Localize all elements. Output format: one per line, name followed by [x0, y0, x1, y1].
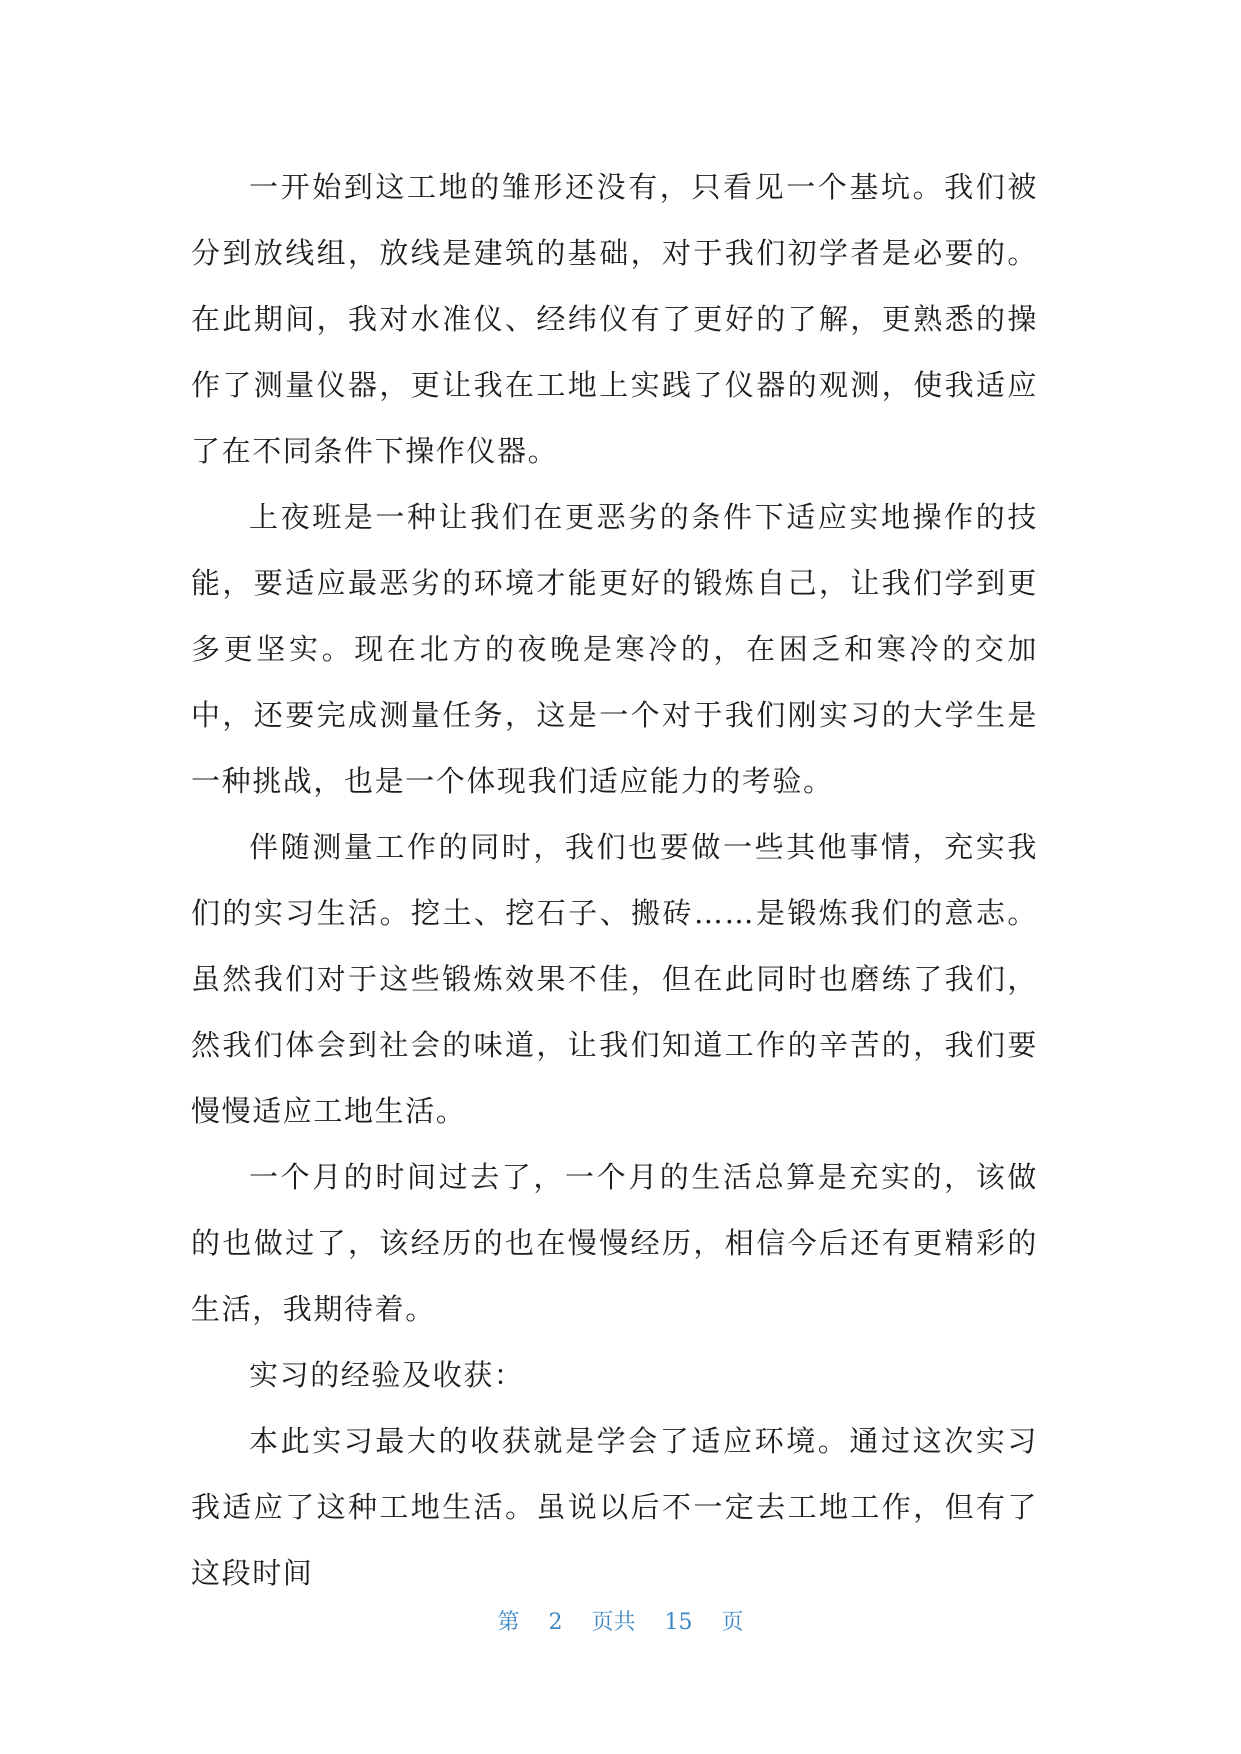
paragraph: 一个月的时间过去了，一个月的生活总算是充实的，该做的也做过了，该经历的也在慢慢经历，相信今后还有更精彩的生活，我期待着。: [191, 1160, 1038, 1326]
paragraph: 伴随测量工作的同时，我们也要做一些其他事情，充实我们的实习生活。挖土、挖石子、搬砖……是锻炼我们的意志。虽然我们对于这些锻炼效果不佳，但在此同时也磨练了我们，然我们体会到社会的味道，让我们知道工作的辛苦的，我们要慢慢适应工地生活。: [191, 830, 1038, 1128]
paragraph: 一开始到这工地的雏形还没有，只看见一个基坑。我们被分到放线组，放线是建筑的基础，对于我们初学者是必要的。在此期间，我对水准仪、经纬仪有了更好的了解，更熟悉的操作了测量仪器，更让我在工地上实践了仪器的观测，使我适应了在不同条件下操作仪器。: [191, 170, 1038, 468]
page-label-prefix: 第: [497, 1610, 520, 1635]
page-footer: [0, 1605, 1241, 1636]
document-body: [191, 154, 1038, 1606]
paragraph: 本此实习最大的收获就是学会了适应环境。通过这次实习我适应了这种工地生活。虽说以后不一定去工地工作，但有了这段时间: [191, 1424, 1038, 1590]
page-label-mid: 页共: [591, 1610, 636, 1635]
paragraph: 上夜班是一种让我们在更恶劣的条件下适应实地操作的技能，要适应最恶劣的环境才能更好的锻炼自己，让我们学到更多更坚实。现在北方的夜晚是寒冷的，在困乏和寒冷的交加中，还要完成测量任务，这是一个对于我们刚实习的大学生是一种挑战，也是一个体现我们适应能力的考验。: [191, 500, 1038, 798]
current-page-number: 2: [548, 1610, 563, 1635]
total-pages-number: 15: [664, 1610, 693, 1635]
section-heading: 实习的经验及收获：: [249, 1358, 525, 1392]
page-label-suffix: 页: [721, 1610, 744, 1635]
